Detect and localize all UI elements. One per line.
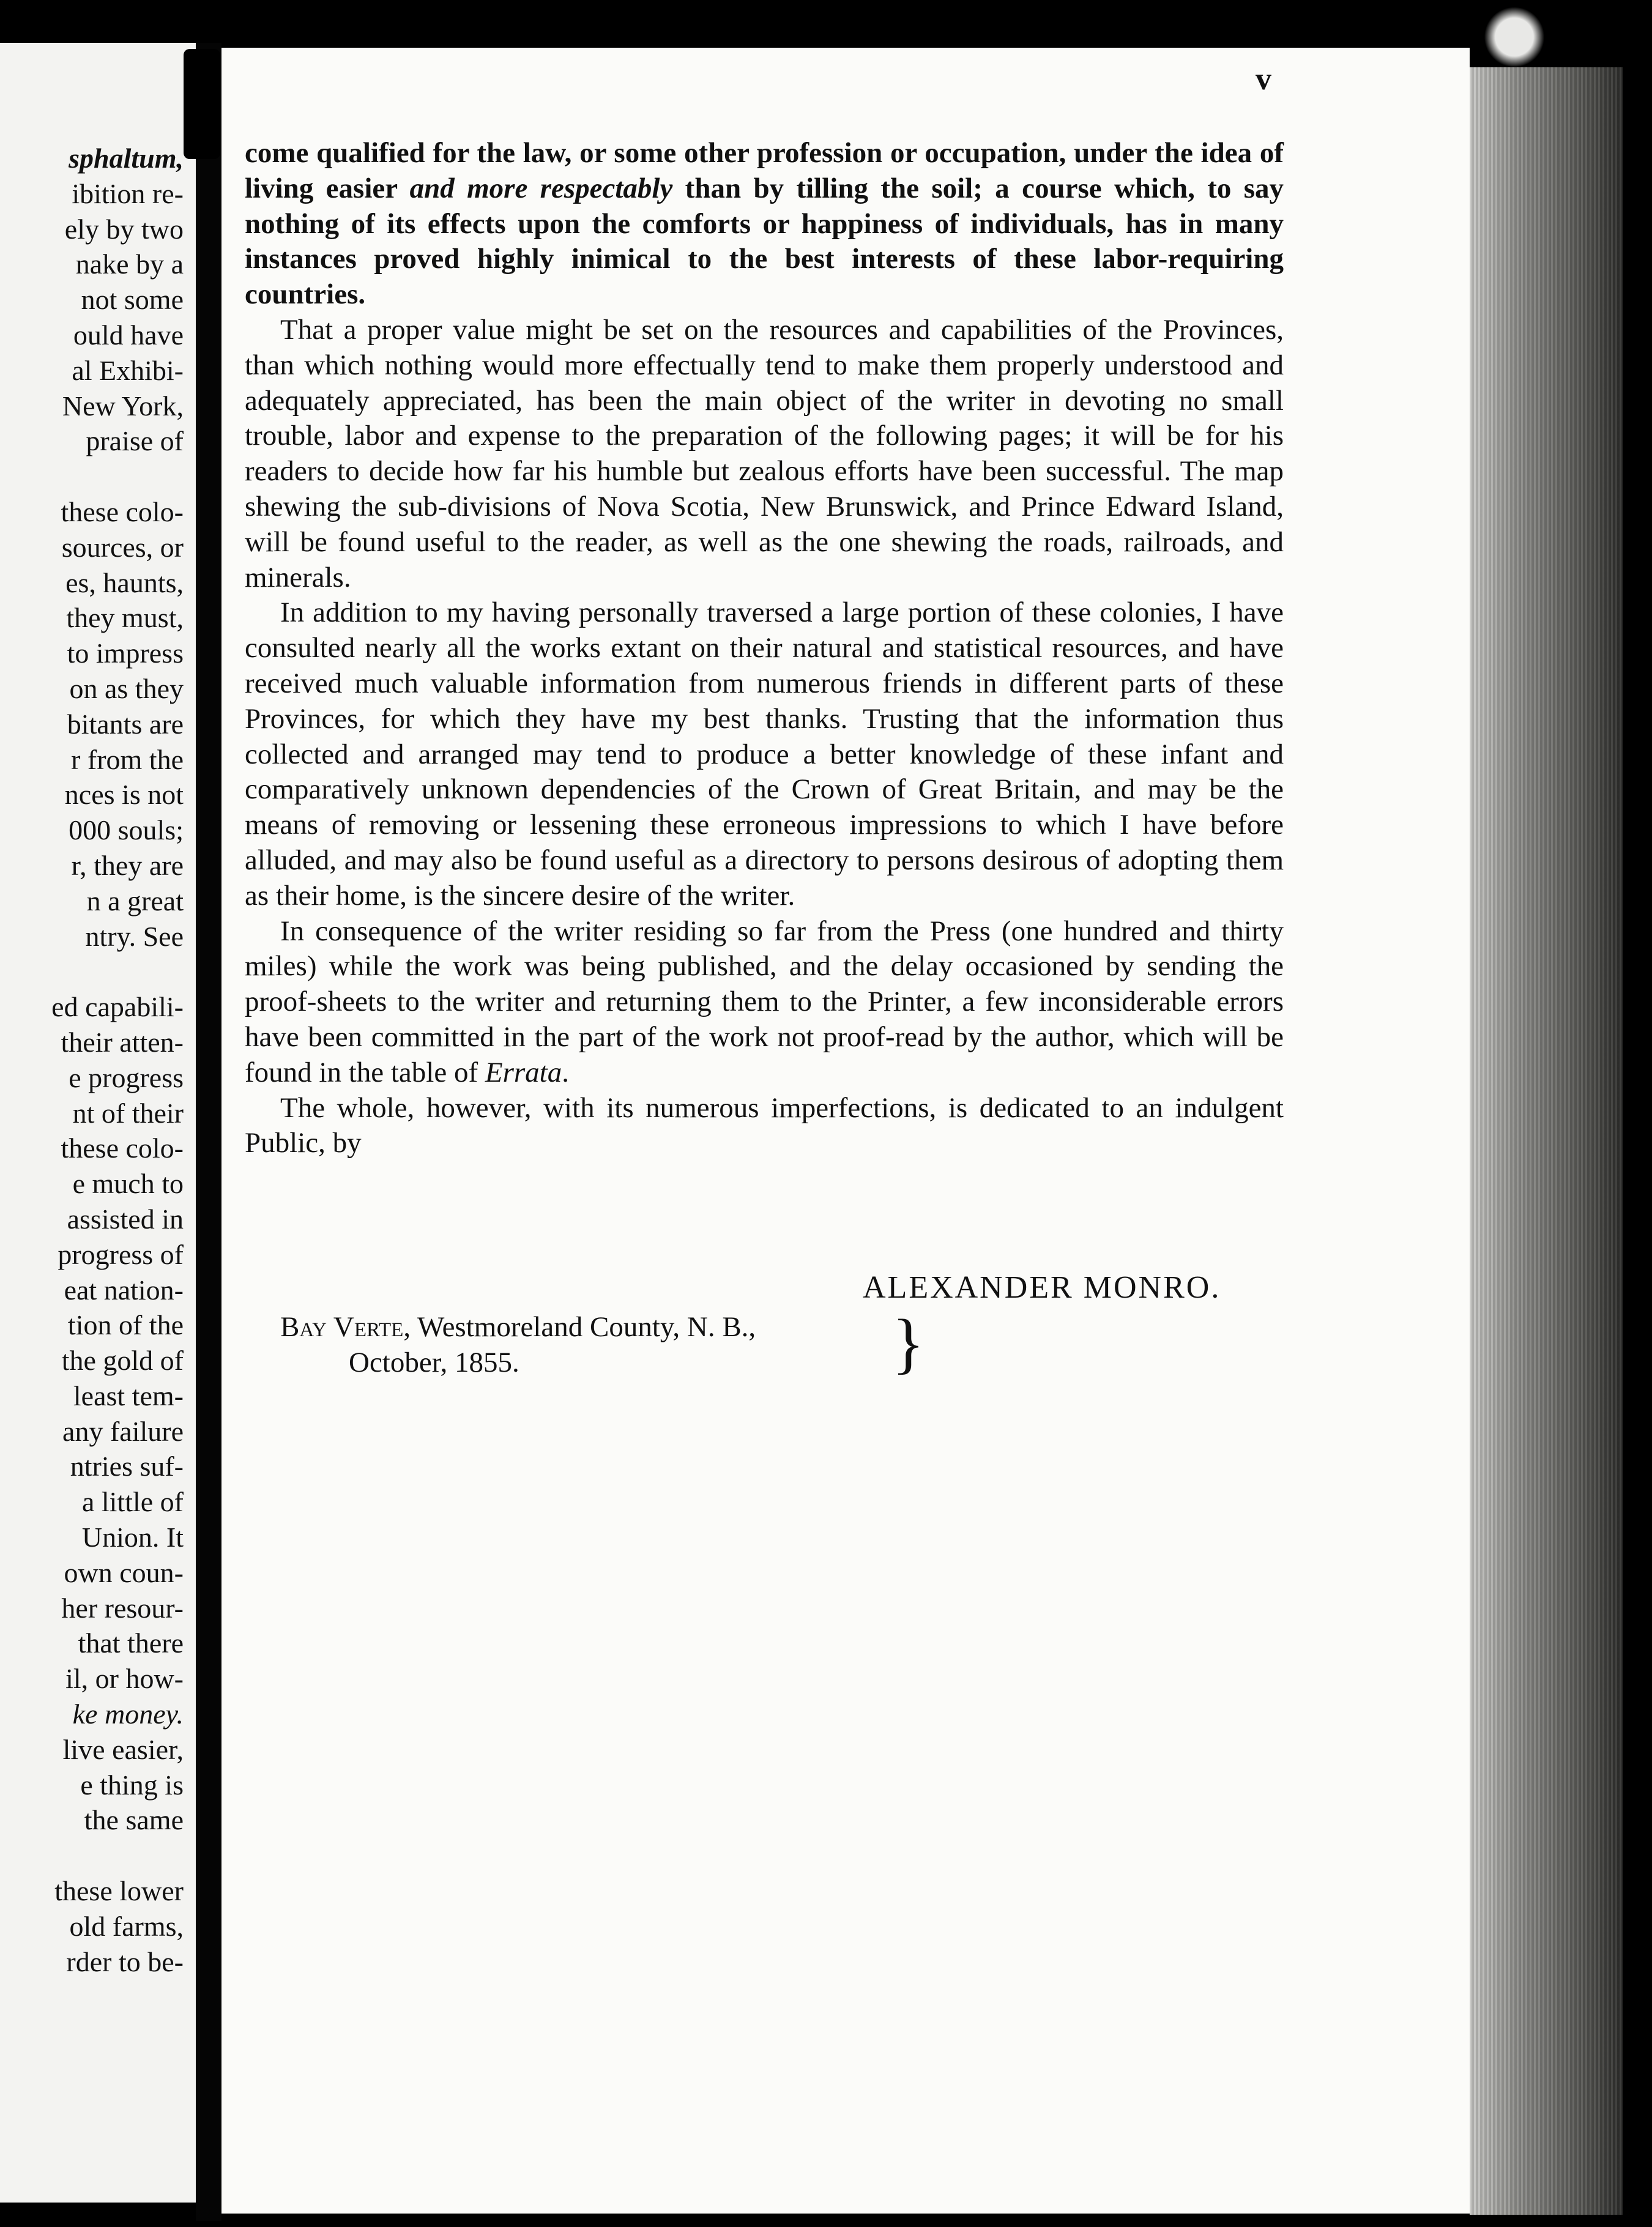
left-page-line: n a great: [86, 885, 184, 916]
left-page-line: to impress: [67, 638, 184, 669]
left-page-line: nt of their: [72, 1097, 184, 1129]
left-page-line: these colo-: [61, 1132, 184, 1164]
left-page-line: assisted in: [67, 1203, 184, 1235]
left-page-line: New York,: [62, 390, 184, 422]
date-line: October, 1855.: [349, 1347, 519, 1378]
left-page-line: e thing is: [80, 1769, 184, 1801]
left-page-line: their atten-: [61, 1026, 184, 1058]
left-page-line: nces is not: [64, 779, 184, 811]
left-page-line: her resour-: [61, 1592, 184, 1624]
left-page-line: sources, or: [61, 531, 184, 563]
left-page-line: these colo-: [61, 496, 184, 527]
left-page-line: [0, 1838, 184, 1873]
left-page-line: r from the: [71, 743, 184, 775]
left-page-text: [0, 141, 184, 1979]
left-page-line: sphaltum,: [69, 143, 184, 174]
place-name: Bay Verte,: [280, 1311, 411, 1343]
left-page-line: own coun-: [64, 1556, 184, 1588]
left-page-line: nake by a: [75, 248, 184, 280]
left-page-line: praise of: [86, 425, 184, 457]
left-page-line: the gold of: [61, 1345, 184, 1377]
left-page-line: ntries suf-: [70, 1451, 184, 1482]
page-number: v: [1256, 62, 1271, 97]
paper-damage-mark: [1481, 0, 1548, 67]
book-page-edges: [1470, 67, 1623, 2215]
left-page-line: any failure: [62, 1415, 184, 1447]
left-page-line: ould have: [73, 319, 184, 351]
paragraph-1: come qualified for the law, or some other profession or occupation, under the idea of living easier and more respectably than by tilling the soil; a course which, to say nothing of its effects upon the comforts or happiness of individuals, has in many instances proved highly inimical to the best interests of these labor-requiring countries.: [245, 137, 1284, 311]
author-signature: ALEXANDER MONRO.: [863, 1270, 1221, 1305]
left-page-line: on as they: [69, 672, 184, 704]
paragraph-4: In consequence of the writer residing so far from the Press (one hundred and thirty miles) while the work was being published, and the delay occasioned by sending the proof-sheets to the writer and returning them to the Printer, a few inconsiderable errors have been committed in the part of the work not proof-read by the author, which will be found in the table of Errata.: [245, 915, 1284, 1088]
left-page-line: 000 souls;: [69, 814, 184, 846]
left-page-line: the same: [84, 1804, 184, 1836]
paragraph-3: In addition to my having personally traversed a large portion of these colonies, I have consulted nearly all the works extant on their natural and statistical resources, and have received much valuable information from numerous friends in different parts of these Provinces, for which they have my best thanks. Trusting that the information thus collected and arranged may tend to produce a better knowledge of these infant and comparatively unknown dependencies of the Crown of Great Britain, and may be the means of removing or lessening these erroneous impressions to which I have before alluded, and may also be found useful as a directory to persons desirous of adopting them as their home, is the sincere desire of the writer.: [245, 597, 1284, 912]
binding-clip: [184, 49, 220, 159]
left-page-line: bitants are: [67, 708, 184, 740]
left-page-line: eat nation-: [64, 1274, 184, 1306]
place-county: Westmoreland County, N. B.,: [411, 1311, 756, 1343]
left-page-line: al Exhibi-: [72, 354, 184, 386]
left-page-line: tion of the: [67, 1309, 184, 1341]
left-page-line: live easier,: [62, 1733, 184, 1765]
left-page-line: il, or how-: [65, 1663, 184, 1695]
left-page-line: e much to: [72, 1168, 184, 1200]
place-and-date: [280, 1309, 756, 1380]
left-page-line: ely by two: [64, 213, 184, 245]
left-page-line: rder to be-: [66, 1946, 184, 1977]
left-page-line: a little of: [81, 1486, 184, 1518]
left-page-line: Union. It: [81, 1522, 184, 1553]
left-page-line: progress of: [58, 1238, 184, 1270]
brace-glyph: }: [892, 1306, 925, 1380]
book-gutter: [196, 43, 221, 2221]
left-page-line: e progress: [69, 1061, 184, 1093]
left-page-line: [0, 954, 184, 989]
left-page-line: these lower: [54, 1875, 184, 1907]
paragraph-2: That a proper value might be set on the resources and capabilities of the Provinces, than which nothing would more effectually tend to make them properly understood and adequately appreciated, has been the main object of the writer in devoting no small trouble, labor and expense to the preparation of the following pages; it will be for his readers to decide how far his humble but zealous efforts have been successful. The map shewing the sub-divisions of Nova Scotia, New Brunswick, and Prince Edward Island, will be found useful to the reader, as well as the one shewing the roads, railroads, and minerals.: [245, 313, 1284, 593]
left-page-line: ibition re-: [72, 177, 184, 209]
left-page-line: es, haunts,: [65, 567, 184, 598]
left-page-line: ke money.: [72, 1698, 184, 1730]
left-facing-page: [0, 43, 196, 2203]
left-page-line: old farms,: [69, 1910, 184, 1942]
paragraph-5: The whole, however, with its numerous imperfections, is dedicated to an indulgent Public, by: [245, 1091, 1284, 1159]
left-page-line: [0, 459, 184, 494]
left-page-line: that there: [78, 1627, 184, 1659]
left-page-line: ntry. See: [85, 920, 184, 952]
left-page-line: ed capabili-: [51, 991, 184, 1023]
preface-body: [245, 136, 1284, 1161]
left-page-line: r, they are: [71, 849, 184, 881]
left-page-line: they must,: [66, 602, 184, 634]
left-page-line: not some: [81, 284, 184, 316]
left-page-line: least tem-: [73, 1380, 184, 1411]
